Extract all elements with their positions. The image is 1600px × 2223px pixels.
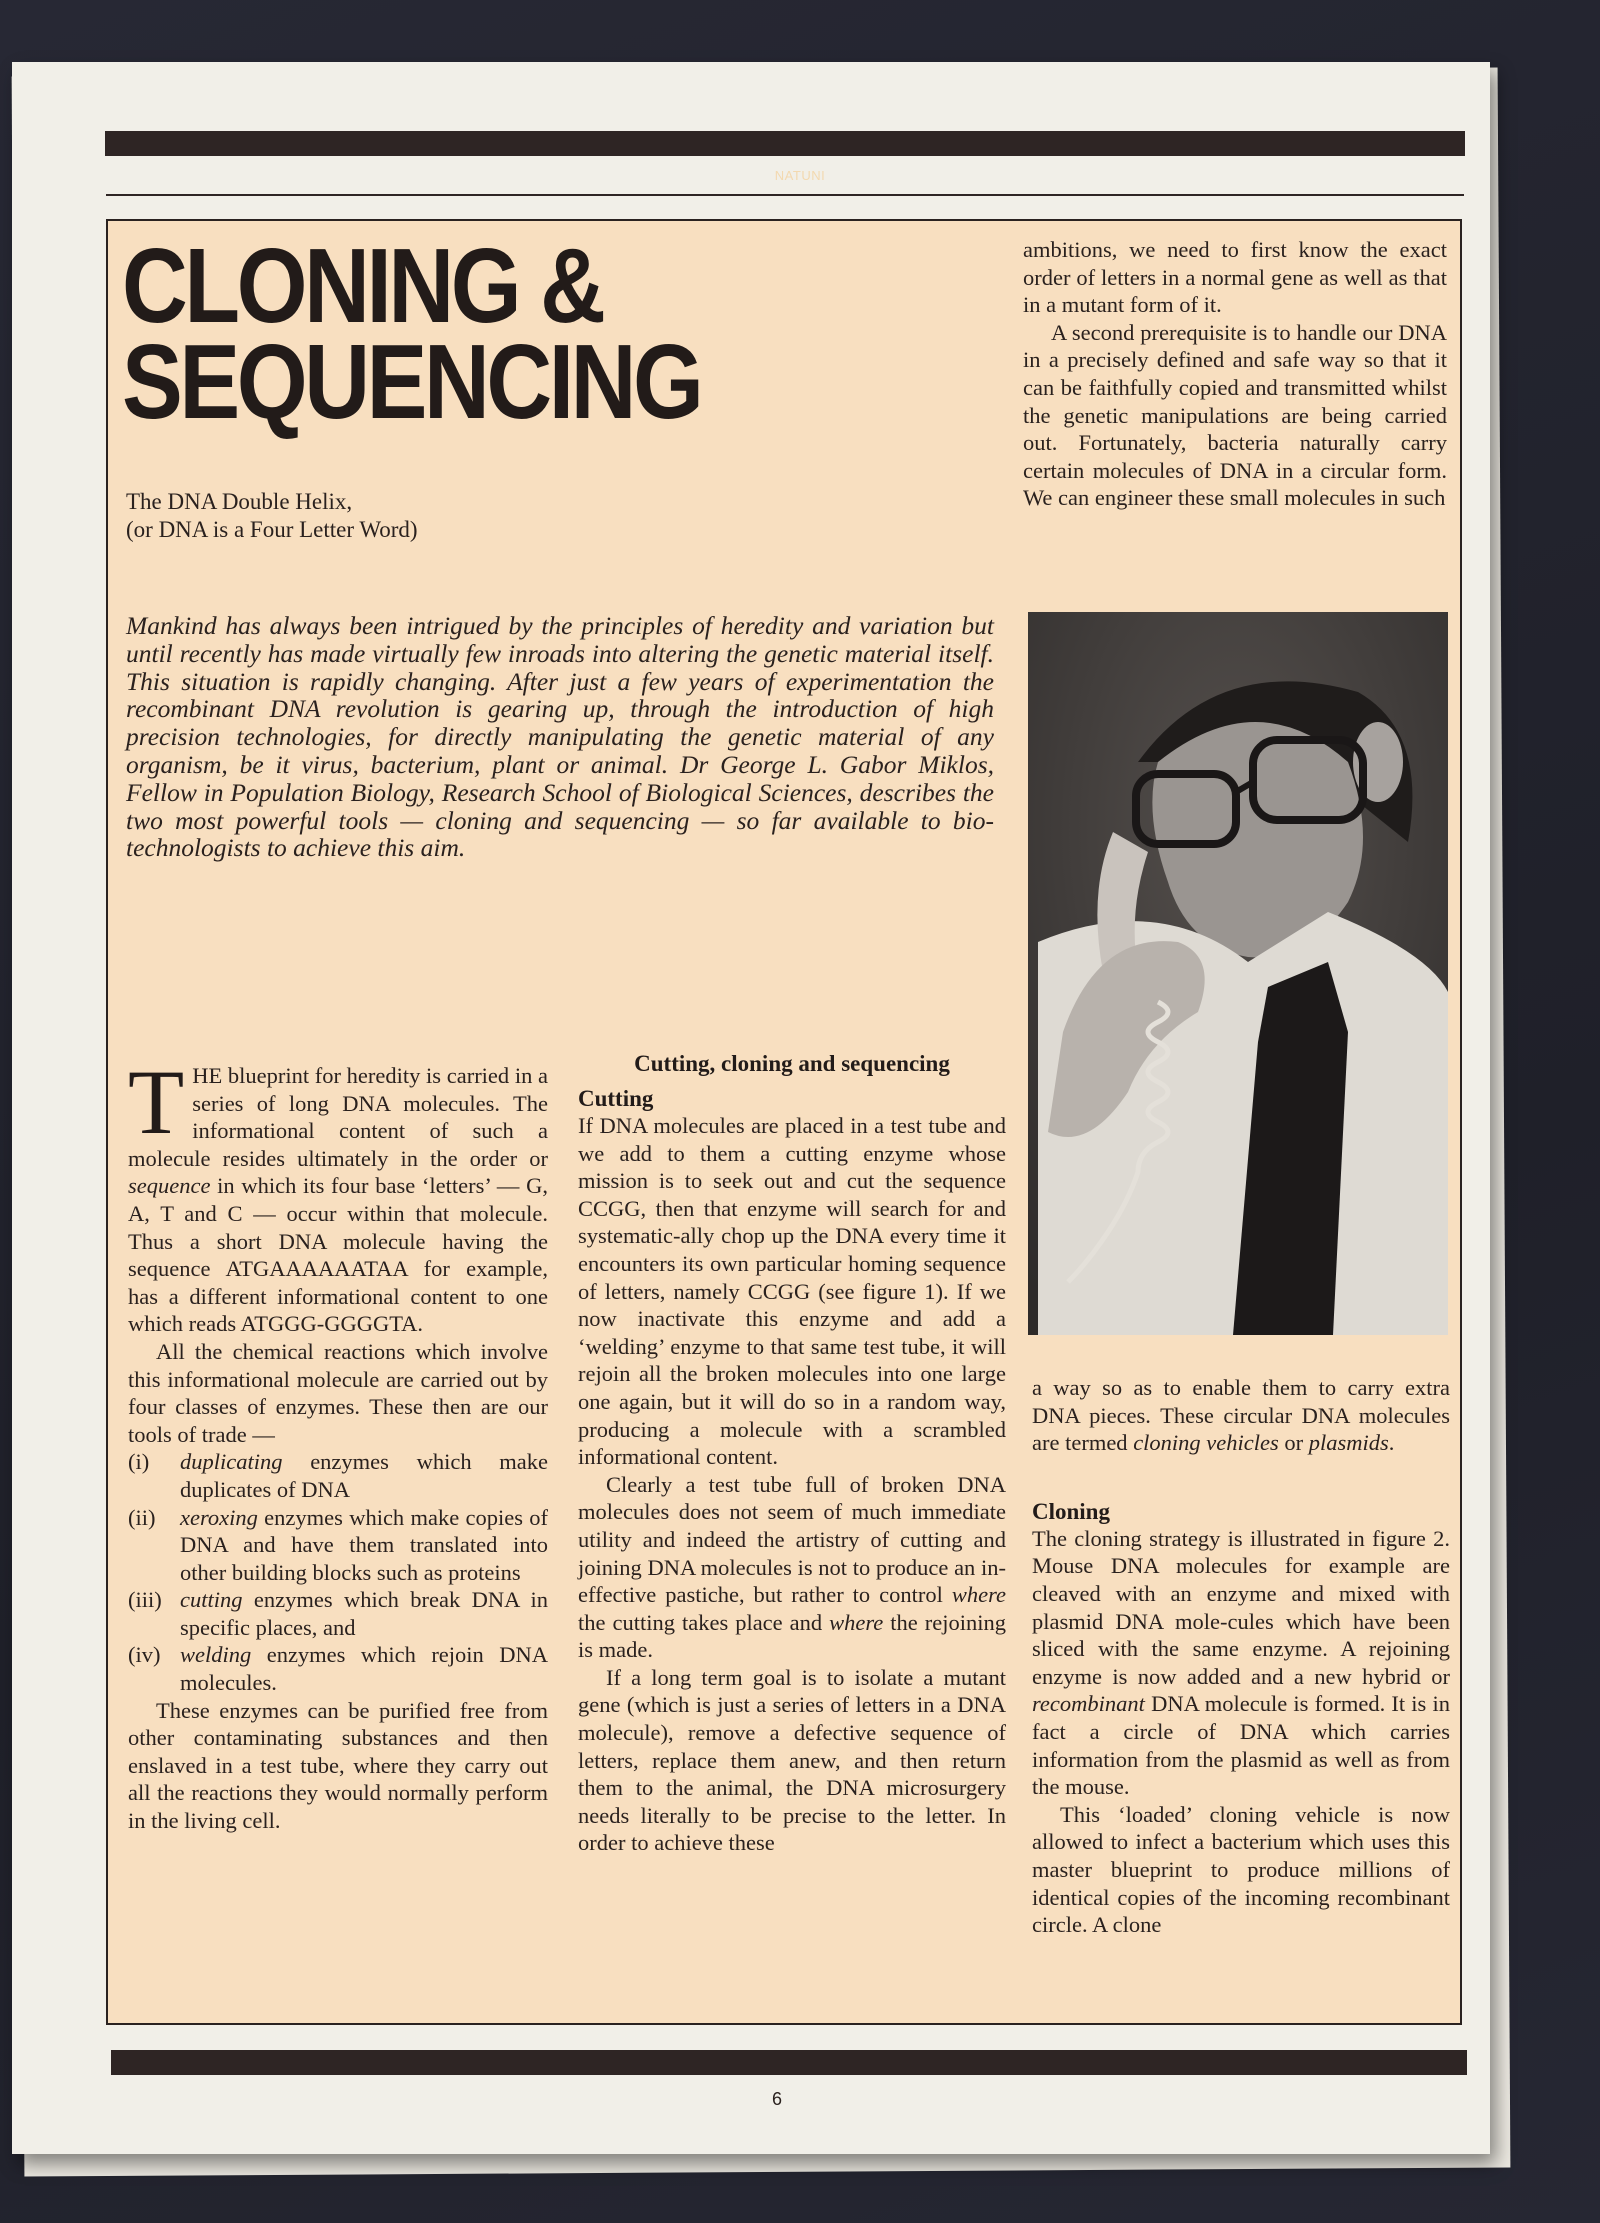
header-rule <box>106 194 1464 196</box>
text-run: the rejoining is made. <box>578 1609 1006 1663</box>
emphasis: where <box>951 1582 1006 1608</box>
headline-line-2: SEQUENCING <box>122 323 701 441</box>
standfirst: Mankind has always been intrigued by the principles of heredity and variation but until recently has made virtually few inroads into altering the genetic material itself. This situation is rapidly changing. After just a few years of experimentation the recombinant DNA revolution is gearing up, through the introduction of high precision technologies, for directly manipulating the genetic material of any organism, be it virus, bacterium, plant or animal. Dr George L. Gabor Miklos, Fellow in Population Biology, Research School of Biological Sciences, describes the two most powerful tools — cloning and sequencing — so far available to bio-technologists to achieve this aim. <box>126 611 994 863</box>
list-text <box>180 1586 548 1641</box>
paragraph: All the chemical reactions which involve this informational molecule are carried out by four classes of enzymes. These then are our tools of trade — <box>128 1338 548 1447</box>
emphasis: cloning vehicles <box>1133 1430 1279 1456</box>
subtitle <box>126 488 546 544</box>
text-run: The cloning strategy is illustrated in figure 2. Mouse DNA molecules for example are cleaved with an enzyme and mixed with plasmid DNA mole-cules which have been sliced with the same enzyme. A rejoining enzyme is now added and a new hybrid or <box>1032 1525 1450 1689</box>
list-text <box>180 1641 548 1696</box>
section-heading: Cutting, cloning and sequencing <box>634 1051 950 1076</box>
paragraph: This ‘loaded’ cloning vehicle is now allowed to infect a bacterium which uses this master blueprint to produce millions of identical copies of the incoming recombinant circle. A clone <box>1032 1801 1450 1938</box>
list-item <box>128 1586 548 1641</box>
column-3-top <box>1023 236 1447 512</box>
text-run: or <box>1278 1430 1309 1456</box>
text-run: enzymes which make copies of DNA and have them translated into other building blocks such as proteins <box>180 1504 548 1585</box>
text-run: Clearly a test tube full of broken DNA molecules does not seem of much immediate utility and indeed the artistry of cutting and joining DNA molecules is not to produce an in-effective pastiche, but rather to control <box>578 1471 1006 1608</box>
footer-bar <box>111 2050 1467 2075</box>
paragraph: A second prerequisite is to handle our DNA in a precisely defined and safe way so that it can be faithfully copied and transmitted whilst the genetic manipulations are being carried out. Fortunately, bacteria naturally carry certain molecules of DNA in a circular form. We can engineer these small molecules in such <box>1023 319 1447 511</box>
list-text <box>180 1504 548 1587</box>
sub-heading-cloning: Cloning <box>1032 1498 1110 1524</box>
portrait-illustration <box>1028 612 1448 1335</box>
page-number: 6 <box>771 2089 782 2109</box>
text-run: . <box>1388 1430 1395 1456</box>
headline-line-1: CLONING & <box>122 227 603 345</box>
subtitle-line-2: (or DNA is a Four Letter Word) <box>126 517 418 542</box>
emphasis: where <box>829 1609 884 1635</box>
paragraph: ambitions, we need to first know the exact order of letters in a normal gene as well as that in a mutant form of it. <box>1023 237 1447 318</box>
list-item <box>128 1448 548 1503</box>
list-number: (i) <box>128 1449 150 1475</box>
emphasis: recombinant <box>1032 1691 1145 1717</box>
paragraph <box>1032 1525 1450 1801</box>
emphasis: welding <box>180 1642 252 1668</box>
column-1 <box>128 1051 548 1835</box>
paragraph: If DNA molecules are placed in a test tube and we add to them a cutting enzyme whose mission is to seek out and cut the sequence CCGG, then that enzyme will search for and systematic-ally chop up the DNA every time it encounters its own particular homing sequence of letters, namely CCGG (see figure 1). If we now inactivate this enzyme and add a ‘welding’ enzyme to that same test tube, it will rejoin all the broken molecules into one large one again, but it will do so in a random way, producing a molecule with a scrambled informational content. <box>578 1113 1006 1470</box>
column-3-bottom <box>1032 1374 1450 1939</box>
headline <box>122 227 701 441</box>
emphasis: sequence <box>128 1173 211 1199</box>
header-bar <box>105 131 1465 156</box>
text-run: in which its four base ‘letters’ — G, A, T and C — occur within that molecule. Thus a short DNA molecule having the sequence ATGAAAAAATAA for example, has a different informational content to one which reads ATGGG-GGGGTA. <box>128 1173 548 1337</box>
subtitle-line-1: The DNA Double Helix, <box>126 489 353 514</box>
list-item <box>128 1641 548 1696</box>
running-head: NATUNI <box>774 168 826 183</box>
emphasis: xeroxing <box>180 1504 258 1530</box>
list-text <box>180 1448 548 1503</box>
emphasis: plasmids <box>1308 1430 1389 1456</box>
author-photo <box>1028 612 1448 1335</box>
list-number: (ii) <box>128 1504 156 1530</box>
column-2 <box>578 1050 1006 1857</box>
text-run: enzymes which rejoin DNA molecules. <box>180 1642 548 1696</box>
enzyme-list <box>128 1448 548 1696</box>
list-item <box>128 1504 548 1587</box>
paragraph: These enzymes can be purified free from other contaminating substances and then enslaved in a test tube, where they carry out all the reactions they would normally perform in the living cell. <box>128 1697 548 1834</box>
sub-heading-cutting: Cutting <box>578 1086 654 1111</box>
text-run: HE blueprint for heredity is carried in a series of long DNA molecules. The informational content of such a molecule resides ultimately in the order or <box>128 1063 548 1171</box>
drop-cap: T <box>128 1051 185 1153</box>
text-run: enzymes which break DNA in specific places, and <box>180 1587 548 1640</box>
list-number: (iii) <box>128 1587 162 1613</box>
text-run: a way so as to enable them to carry extra DNA pieces. These circular DNA molecules are termed <box>1032 1375 1450 1456</box>
text-run: enzymes which make duplicates of DNA <box>180 1449 548 1502</box>
intro-paragraph <box>128 1051 548 1338</box>
emphasis: duplicating <box>180 1449 283 1475</box>
paragraph <box>578 1471 1006 1664</box>
list-number: (iv) <box>128 1642 161 1668</box>
text-run: DNA molecule is formed. It is in fact a circle of DNA which carries information from the plasmid as well as from the mouse. <box>1032 1691 1450 1800</box>
paragraph: If a long term goal is to isolate a mutant gene (which is just a series of letters in a DNA molecule), remove a defective sequence of letters, replace them anew, and then return them to the animal, the DNA microsurgery needs literally to be precise to the letter. In order to achieve these <box>578 1664 1006 1856</box>
emphasis: cutting <box>180 1587 243 1613</box>
paragraph <box>1032 1374 1450 1457</box>
text-run: the cutting takes place and <box>578 1609 830 1635</box>
